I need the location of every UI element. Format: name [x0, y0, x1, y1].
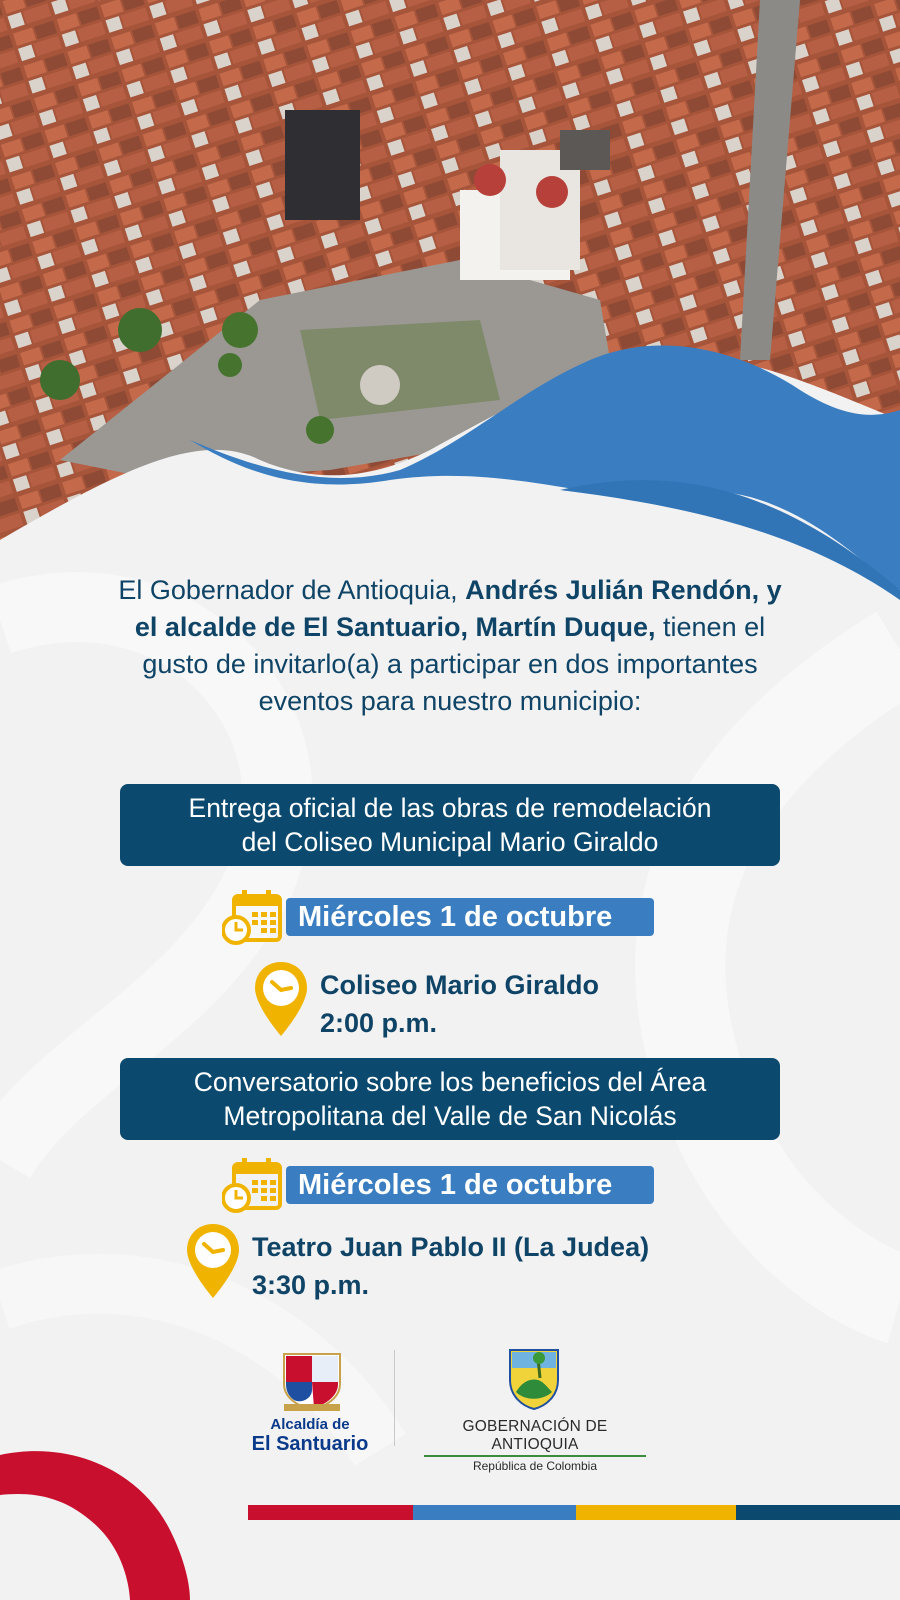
event-1-venue-name: Coliseo Mario Giraldo [320, 970, 600, 1000]
gobernacion-line2: República de Colombia [472, 1459, 598, 1473]
event-2-time: 3:30 p.m. [252, 1270, 370, 1300]
intro-names: Andrés Julián Rendón, y el alcalde de El Santuario, Martín Duque, [134, 575, 782, 642]
santuario-shield-logo [280, 1350, 344, 1412]
stripe-gold [576, 1505, 736, 1520]
calendar-clock-icon [222, 1158, 284, 1214]
stripe-navy [736, 1505, 900, 1520]
event-2-date [286, 1166, 654, 1204]
event-2-title [120, 1058, 780, 1140]
antioquia-shield-logo [508, 1348, 560, 1410]
event-2-title-line2: Metropolitana del Valle de San Nicolás [223, 1101, 677, 1131]
event-1-date [286, 898, 654, 936]
calendar-clock-icon [222, 890, 284, 946]
logo-divider [394, 1350, 395, 1446]
location-clock-icon [184, 1222, 242, 1300]
stripe-red [248, 1505, 413, 1520]
intro-text-part2: tienen el gusto de invitarlo(a) a participar en dos importantes eventos para nuestro municipio: [142, 612, 766, 716]
alcaldia-line1: Alcaldía de [270, 1416, 350, 1433]
event-1-time: 2:00 p.m. [320, 1008, 438, 1038]
event-2-title-line1: Conversatorio sobre los beneficios del Área [193, 1067, 707, 1097]
gobernacion-logo-text [420, 1418, 650, 1473]
event-2-venue-name: Teatro Juan Pablo II (La Judea) [252, 1232, 650, 1262]
event-1-date-text: Miércoles 1 de octubre [298, 901, 613, 933]
event-2-date-text: Miércoles 1 de octubre [298, 1169, 613, 1201]
event-1-title-line2: del Coliseo Municipal Mario Giraldo [241, 827, 659, 857]
stripe-blue [413, 1505, 576, 1520]
gobernacion-line1: GOBERNACIÓN DE ANTIOQUIA [462, 1418, 608, 1453]
intro-text-part1: El Gobernador de Antioquia, [118, 575, 466, 605]
location-clock-icon [252, 960, 310, 1038]
alcaldia-line2: El Santuario [251, 1433, 369, 1455]
alcaldia-logo-text [240, 1417, 380, 1455]
intro-text [110, 572, 790, 720]
event-1-venue [320, 966, 599, 1042]
event-1-title-line1: Entrega oficial de las obras de remodelación [188, 793, 712, 823]
gobernacion-rule [424, 1455, 646, 1457]
event-2-venue [252, 1228, 649, 1304]
event-1-title [120, 784, 780, 866]
